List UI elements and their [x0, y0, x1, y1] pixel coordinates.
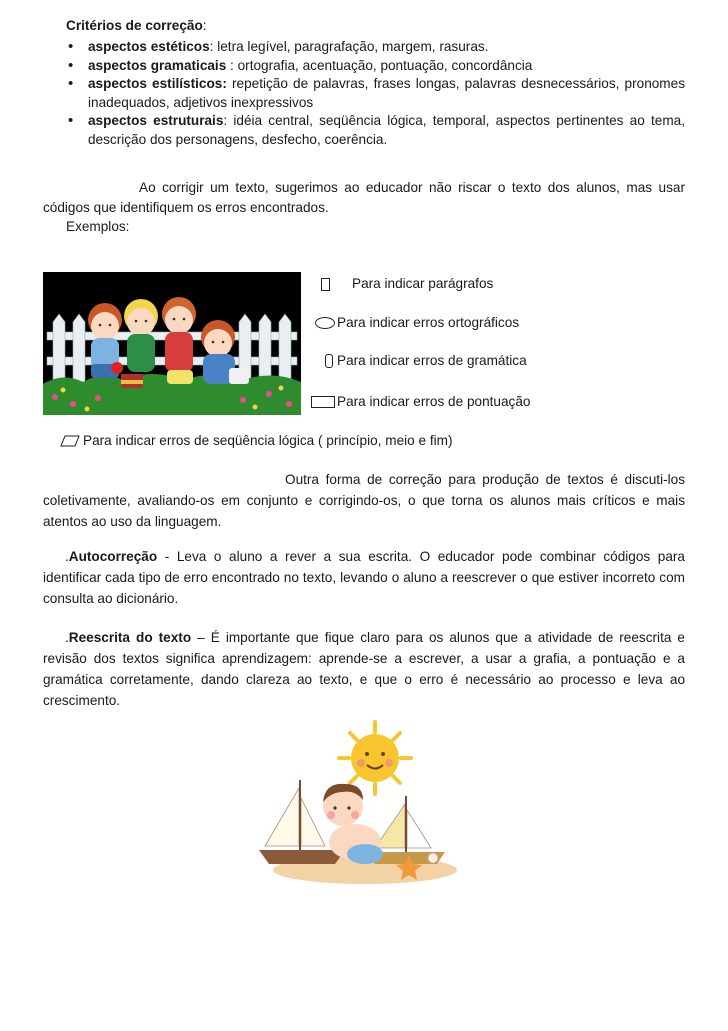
reescrita-paragraph [43, 627, 685, 711]
bullet-icon: • [68, 56, 74, 74]
intro-paragraph: Ao corrigir um texto, sugerimos ao educador não riscar o texto dos alunos, mas usar códigos que identifiquem os erros encontrados. [43, 180, 685, 215]
criteria-item [66, 57, 685, 76]
code-grammar-label: Para indicar erros de gramática [337, 353, 527, 368]
examples-label: Exemplos: [66, 219, 130, 234]
code-spelling [315, 314, 519, 332]
autocorrecao-title: Autocorreção [68, 549, 158, 564]
code-paragraphs-label: Para indicar parágrafos [352, 276, 494, 291]
paragraph-mark-icon [321, 278, 330, 291]
reescrita-prefix: . [65, 630, 69, 645]
code-punctuation [311, 393, 530, 411]
autocorrecao-text: - Leva o aluno a rever a sua escrita. O educador pode combinar códigos para identificar cada tipo de erro encontrado no texto, levando o aluno a reescrever o que estiver incorreto com consulta ao dicionário. [43, 549, 685, 606]
criteria-title-colon: : [202, 18, 207, 33]
code-spelling-label: Para indicar erros ortográficos [337, 315, 520, 330]
criteria-item-text: repetição de palavras, frases longas, palavras desnecessários, pronomes inadequados, adjetivos inexpressivos [88, 76, 685, 110]
code-punctuation-label: Para indicar erros de pontuação [337, 394, 531, 409]
children-illustration [43, 272, 301, 415]
criteria-item-label: aspectos estruturais [88, 113, 224, 128]
parallelogram-mark-icon [60, 435, 80, 447]
rectangle-mark-icon [311, 396, 335, 408]
code-sequence-label: Para indicar erros de seqüência lógica ( princípio, meio e fim) [83, 433, 453, 448]
reescrita-title: Reescrita do texto [68, 630, 192, 645]
criteria-list [66, 38, 685, 149]
criteria-item-label: aspectos estéticos [88, 39, 210, 54]
baby-sailboat-illustration [255, 718, 465, 888]
criteria-item [66, 38, 685, 57]
criteria-item-text: : ortografia, acentuação, pontuação, concordância [226, 57, 533, 73]
rounded-mark-icon [325, 354, 333, 368]
criteria-item-text: : letra legível, paragrafação, margem, rasuras. [209, 39, 489, 54]
code-sequence [60, 432, 452, 450]
criteria-title: Critérios de correção [66, 18, 203, 33]
collective-correction-paragraph: Outra forma de correção para produção de textos é discuti-los coletivamente, avaliando-os em conjunto e corrigindo-os, o que torna os alunos mais críticos e mais atentos ao uso da linguagem. [43, 472, 685, 529]
criteria-item-label: aspectos gramaticais [88, 57, 227, 73]
criteria-item-label: aspectos estilísticos: [88, 76, 227, 91]
criteria-heading [66, 16, 207, 36]
bullet-icon: • [68, 75, 74, 92]
autocorrecao-paragraph [43, 546, 685, 609]
criteria-item [66, 112, 685, 149]
criteria-item-text: : idéia central, seqüência lógica, temporal, aspectos pertinentes ao tema, descrição dos personagens, desfecho, coerência. [88, 113, 685, 147]
code-grammar [325, 352, 527, 370]
code-paragraphs [321, 275, 493, 293]
autocorrecao-prefix: . [65, 549, 69, 564]
bullet-icon: • [68, 112, 74, 129]
bullet-icon: • [68, 38, 74, 55]
ellipse-mark-icon [315, 317, 335, 329]
criteria-item [66, 75, 685, 112]
reescrita-text: – É importante que fique claro para os alunos que a atividade de reescrita e revisão dos textos significa aprendizagem: aprende-se a escrever, a usar a grafia, a pontuação e a gramática corretamente, dando clareza ao texto, e que o erro é necessário ao processo e leva ao crescimento. [43, 630, 685, 708]
